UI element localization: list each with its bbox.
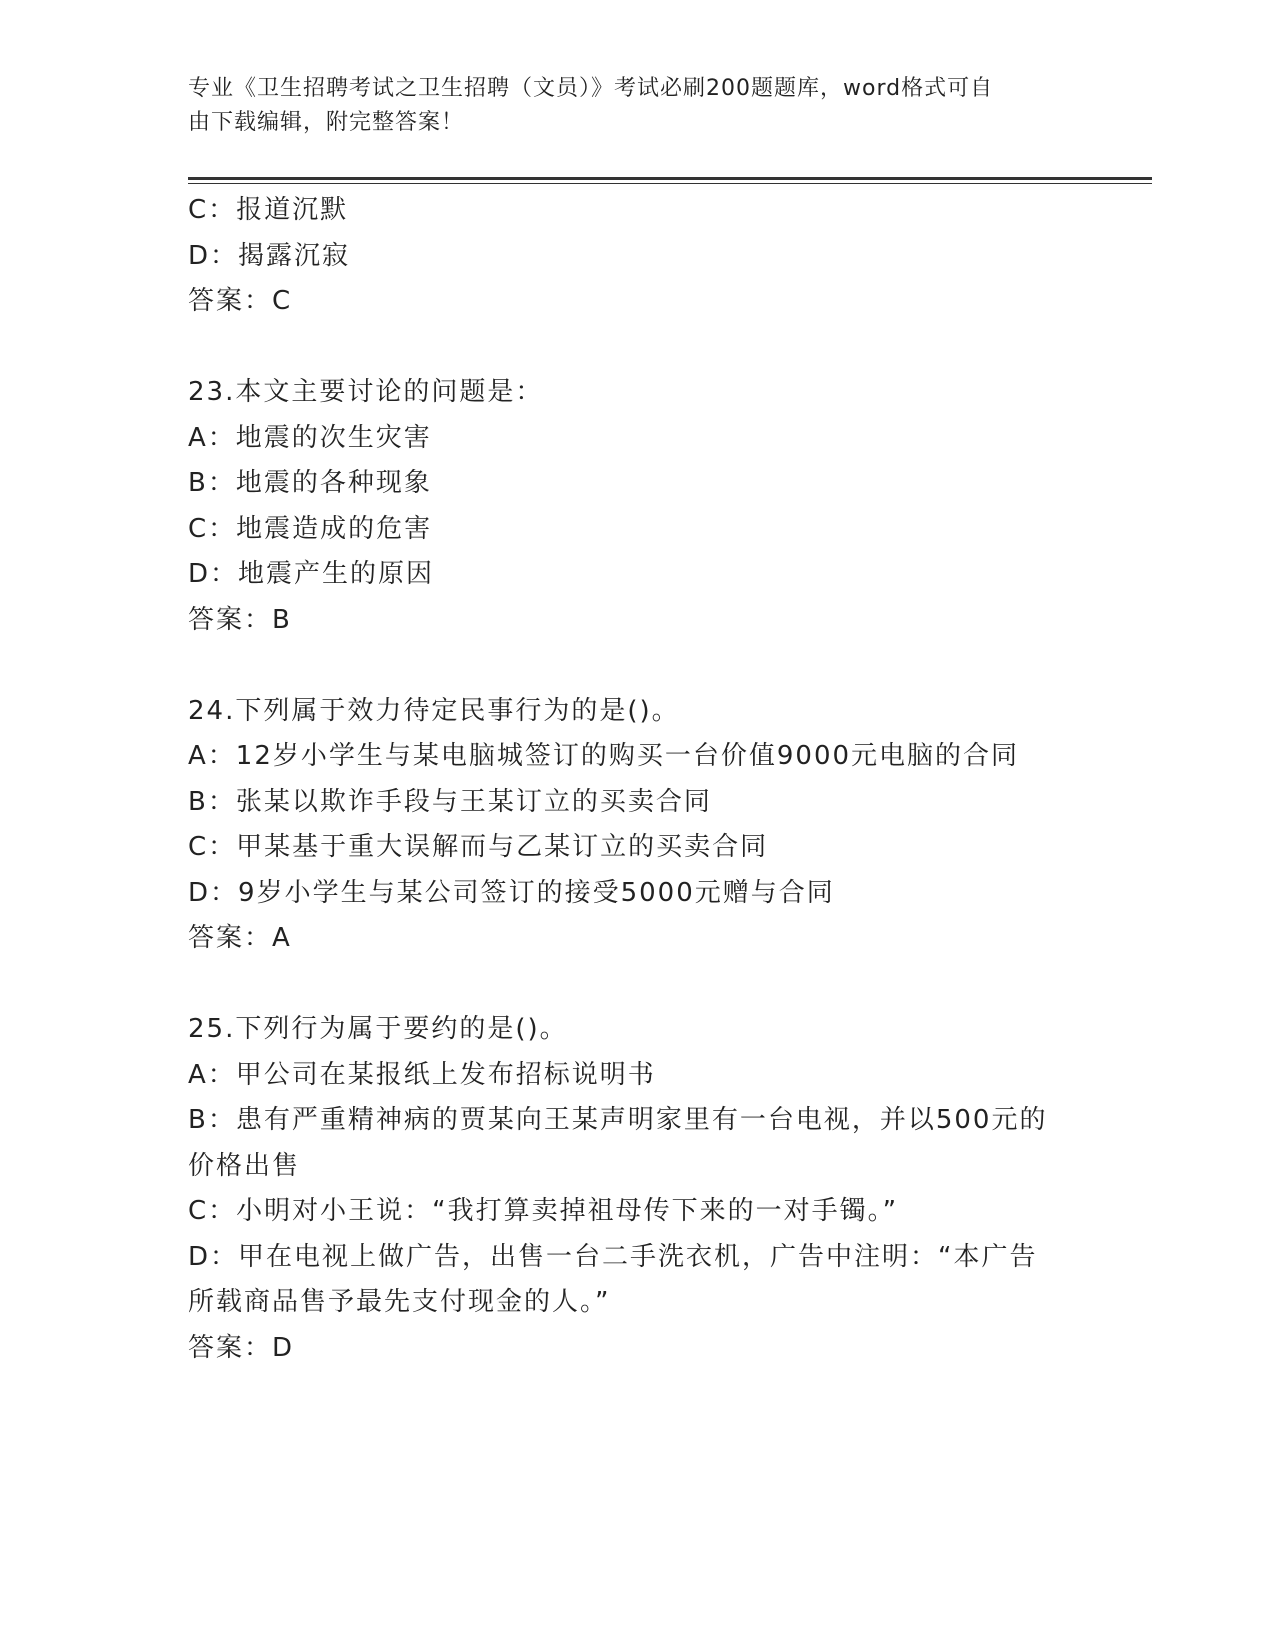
question-list: [188, 188, 1088, 1371]
header-rule-thick: [188, 177, 1152, 180]
question-23: [188, 370, 1088, 643]
question-22-tail: [188, 188, 1088, 325]
option-c: C：甲某基于重大误解而与乙某订立的买卖合同: [188, 832, 769, 862]
option-d: D：甲在电视上做广告，出售一台二手洗衣机，广告中注明：“本广告: [188, 1241, 1038, 1272]
header-rule-thin: [188, 183, 1152, 184]
question-text: 24.下列属于效力待定民事行为的是()。: [188, 695, 680, 726]
option-d: D：9岁小学生与某公司签订的接受5000元赠与合同: [188, 877, 835, 908]
option-b: B：地震的各种现象: [188, 468, 432, 498]
answer: 答案：D: [188, 1332, 295, 1363]
answer: 答案：A: [188, 923, 292, 953]
option-c: C：小明对小王说：“我打算卖掉祖母传下来的一对手镯。”: [188, 1196, 899, 1226]
option-d: D：揭露沉寂: [188, 240, 351, 271]
option-b: B：患有严重精神病的贾某向王某声明家里有一台电视，并以500元的: [188, 1105, 1048, 1135]
header-line-1: 专业《卫生招聘考试之卫生招聘（文员）》考试必刷200题题库，word格式可自: [188, 76, 994, 101]
answer: 答案：C: [188, 286, 293, 316]
option-d-continued: 所载商品售予最先支付现金的人。”: [188, 1287, 611, 1317]
option-a: A：12岁小学生与某电脑城签订的购买一台价值9000元电脑的合同: [188, 741, 1020, 771]
document-header: [188, 72, 1068, 140]
option-b-continued: 价格出售: [188, 1150, 301, 1181]
option-d: D：地震产生的原因: [188, 559, 435, 589]
question-24: [188, 689, 1088, 962]
question-text: 25.下列行为属于要约的是()。: [188, 1014, 568, 1044]
option-c: C：报道沉默: [188, 195, 349, 225]
option-c: C：地震造成的危害: [188, 513, 433, 544]
option-b: B：张某以欺诈手段与王某订立的买卖合同: [188, 786, 712, 817]
question-text: 23.本文主要讨论的问题是：: [188, 377, 544, 407]
option-a: A：甲公司在某报纸上发布招标说明书: [188, 1059, 656, 1090]
header-line-2: 由下载编辑，附完整答案！: [188, 110, 465, 135]
answer: 答案：B: [188, 604, 292, 635]
question-25: [188, 1007, 1088, 1371]
option-a: A：地震的次生灾害: [188, 422, 432, 453]
